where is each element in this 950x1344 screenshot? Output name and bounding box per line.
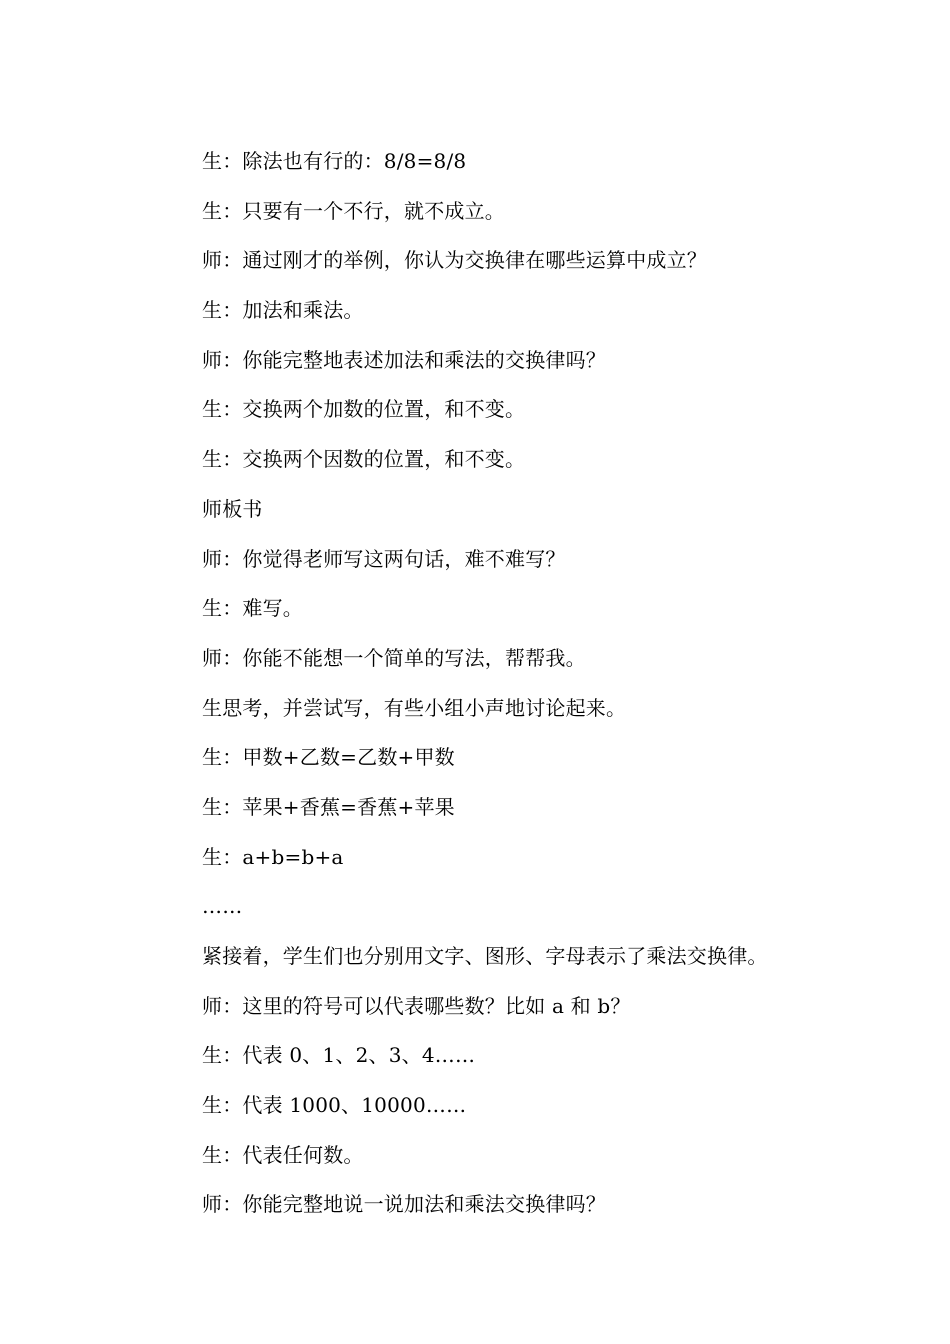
text-line: 师：这里的符号可以代表哪些数？比如 a 和 b？ bbox=[202, 993, 631, 1018]
ellipsis-line: …… bbox=[202, 894, 243, 919]
text-line: 生：代表 0、1、2、3、4…… bbox=[202, 1043, 476, 1068]
text-line: 生：交换两个因数的位置，和不变。 bbox=[202, 447, 526, 472]
text-line: 生：a+b=b+a bbox=[202, 844, 344, 869]
text-line: 师：你能完整地说一说加法和乘法交换律吗？ bbox=[202, 1192, 606, 1217]
text-line: 生：代表 1000、10000…… bbox=[202, 1093, 467, 1118]
text-line: 生：甲数+乙数=乙数+甲数 bbox=[202, 745, 455, 770]
text-line: 生：难写。 bbox=[202, 596, 303, 621]
text-line: 师板书 bbox=[202, 496, 263, 521]
text-line: 紧接着，学生们也分别用文字、图形、字母表示了乘法交换律。 bbox=[202, 944, 768, 968]
text-line: 生：交换两个加数的位置，和不变。 bbox=[202, 397, 526, 422]
text-line: 生：除法也有行的：8/8=8/8 bbox=[202, 149, 467, 173]
text-line: 师：你能不能想一个简单的写法，帮帮我。 bbox=[202, 645, 586, 670]
text-line: 生：加法和乘法。 bbox=[202, 298, 364, 323]
text-line: 生：只要有一个不行，就不成立。 bbox=[202, 198, 505, 223]
dialogue-transcript bbox=[202, 146, 902, 1239]
text-line: 师：你能完整地表述加法和乘法的交换律吗？ bbox=[202, 347, 606, 372]
text-line: 师：通过刚才的举例，你认为交换律在哪些运算中成立？ bbox=[202, 248, 707, 273]
text-line: 生：苹果+香蕉=香蕉+苹果 bbox=[202, 794, 455, 819]
text-line: 师：你觉得老师写这两句话，难不难写？ bbox=[202, 546, 566, 571]
text-line: 生思考，并尝试写，有些小组小声地讨论起来。 bbox=[202, 695, 627, 720]
text-line: 生：代表任何数。 bbox=[202, 1142, 364, 1167]
